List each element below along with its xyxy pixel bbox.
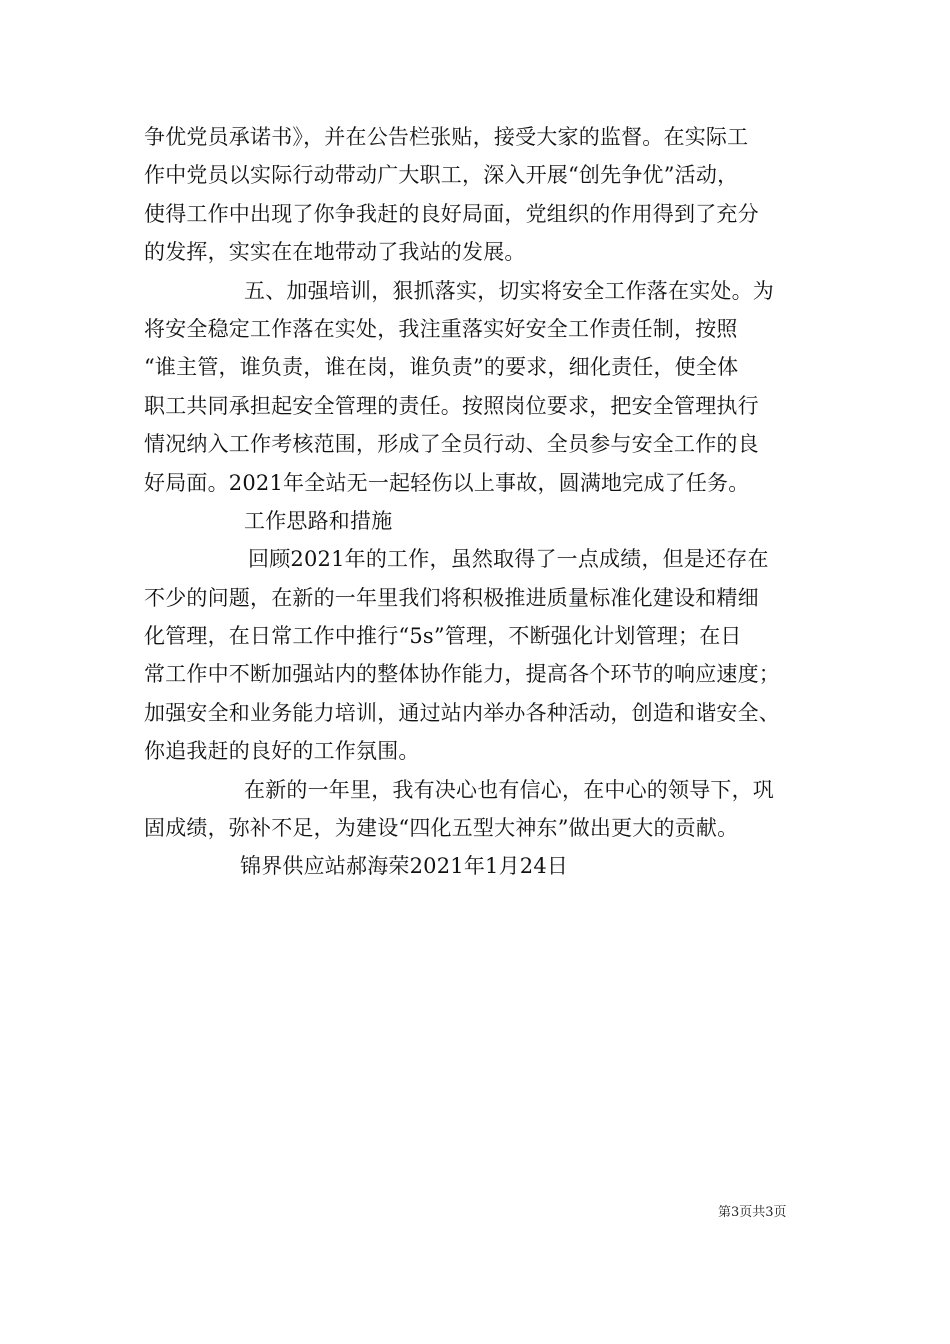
text-line: 常工作中不断加强站内的整体协作能力，提高各个环节的响应速度； xyxy=(144,662,780,687)
signature-line: 锦界供应站郝海荣2021年1月24日 xyxy=(240,854,569,879)
text-line: 固成绩，弥补不足，为建设“四化五型大神东”做出更大的贡献。 xyxy=(144,816,739,841)
section-heading-line: 五、加强培训，狠抓落实，切实将安全工作落在实处。为 xyxy=(244,278,774,303)
text-line: 使得工作中出现了你争我赶的良好局面，党组织的作用得到了充分 xyxy=(144,201,759,226)
text-line: 加强安全和业务能力培训，通过站内举办各种活动，创造和谐安全、 xyxy=(144,700,780,725)
text-line: 情况纳入工作考核范围，形成了全员行动、全员参与安全工作的良 xyxy=(144,432,759,457)
text-line: 好局面。2021年全站无一起轻伤以上事故，圆满地完成了任务。 xyxy=(144,470,750,495)
text-line: 的发挥，实实在在地带动了我站的发展。 xyxy=(144,240,526,265)
document-body xyxy=(144,118,814,886)
section-title: 工作思路和措施 xyxy=(244,508,393,533)
page-number: 第3页共3页 xyxy=(718,1205,787,1220)
text-line: 回顾2021年的工作，虽然取得了一点成绩，但是还存在 xyxy=(248,547,769,572)
text-line: 将安全稳定工作落在实处，我注重落实好安全工作责任制，按照 xyxy=(144,316,738,341)
text-line: 作中党员以实际行动带动广大职工，深入开展“创先争优”活动， xyxy=(144,163,739,188)
text-line: 不少的问题，在新的一年里我们将积极推进质量标准化建设和精细 xyxy=(144,585,759,610)
text-line: “谁主管，谁负责，谁在岗，谁负责”的要求，细化责任，使全体 xyxy=(144,355,739,380)
text-line: 你追我赶的良好的工作氛围。 xyxy=(144,739,420,764)
text-line: 在新的一年里，我有决心也有信心，在中心的领导下，巩 xyxy=(244,777,774,802)
text-line: 职工共同承担起安全管理的责任。按照岗位要求，把安全管理执行 xyxy=(144,393,759,418)
text-line: 争优党员承诺书》，并在公告栏张贴，接受大家的监督。在实际工 xyxy=(144,125,749,149)
text-line: 化管理，在日常工作中推行“5s”管理，不断强化计划管理；在日 xyxy=(144,624,742,649)
